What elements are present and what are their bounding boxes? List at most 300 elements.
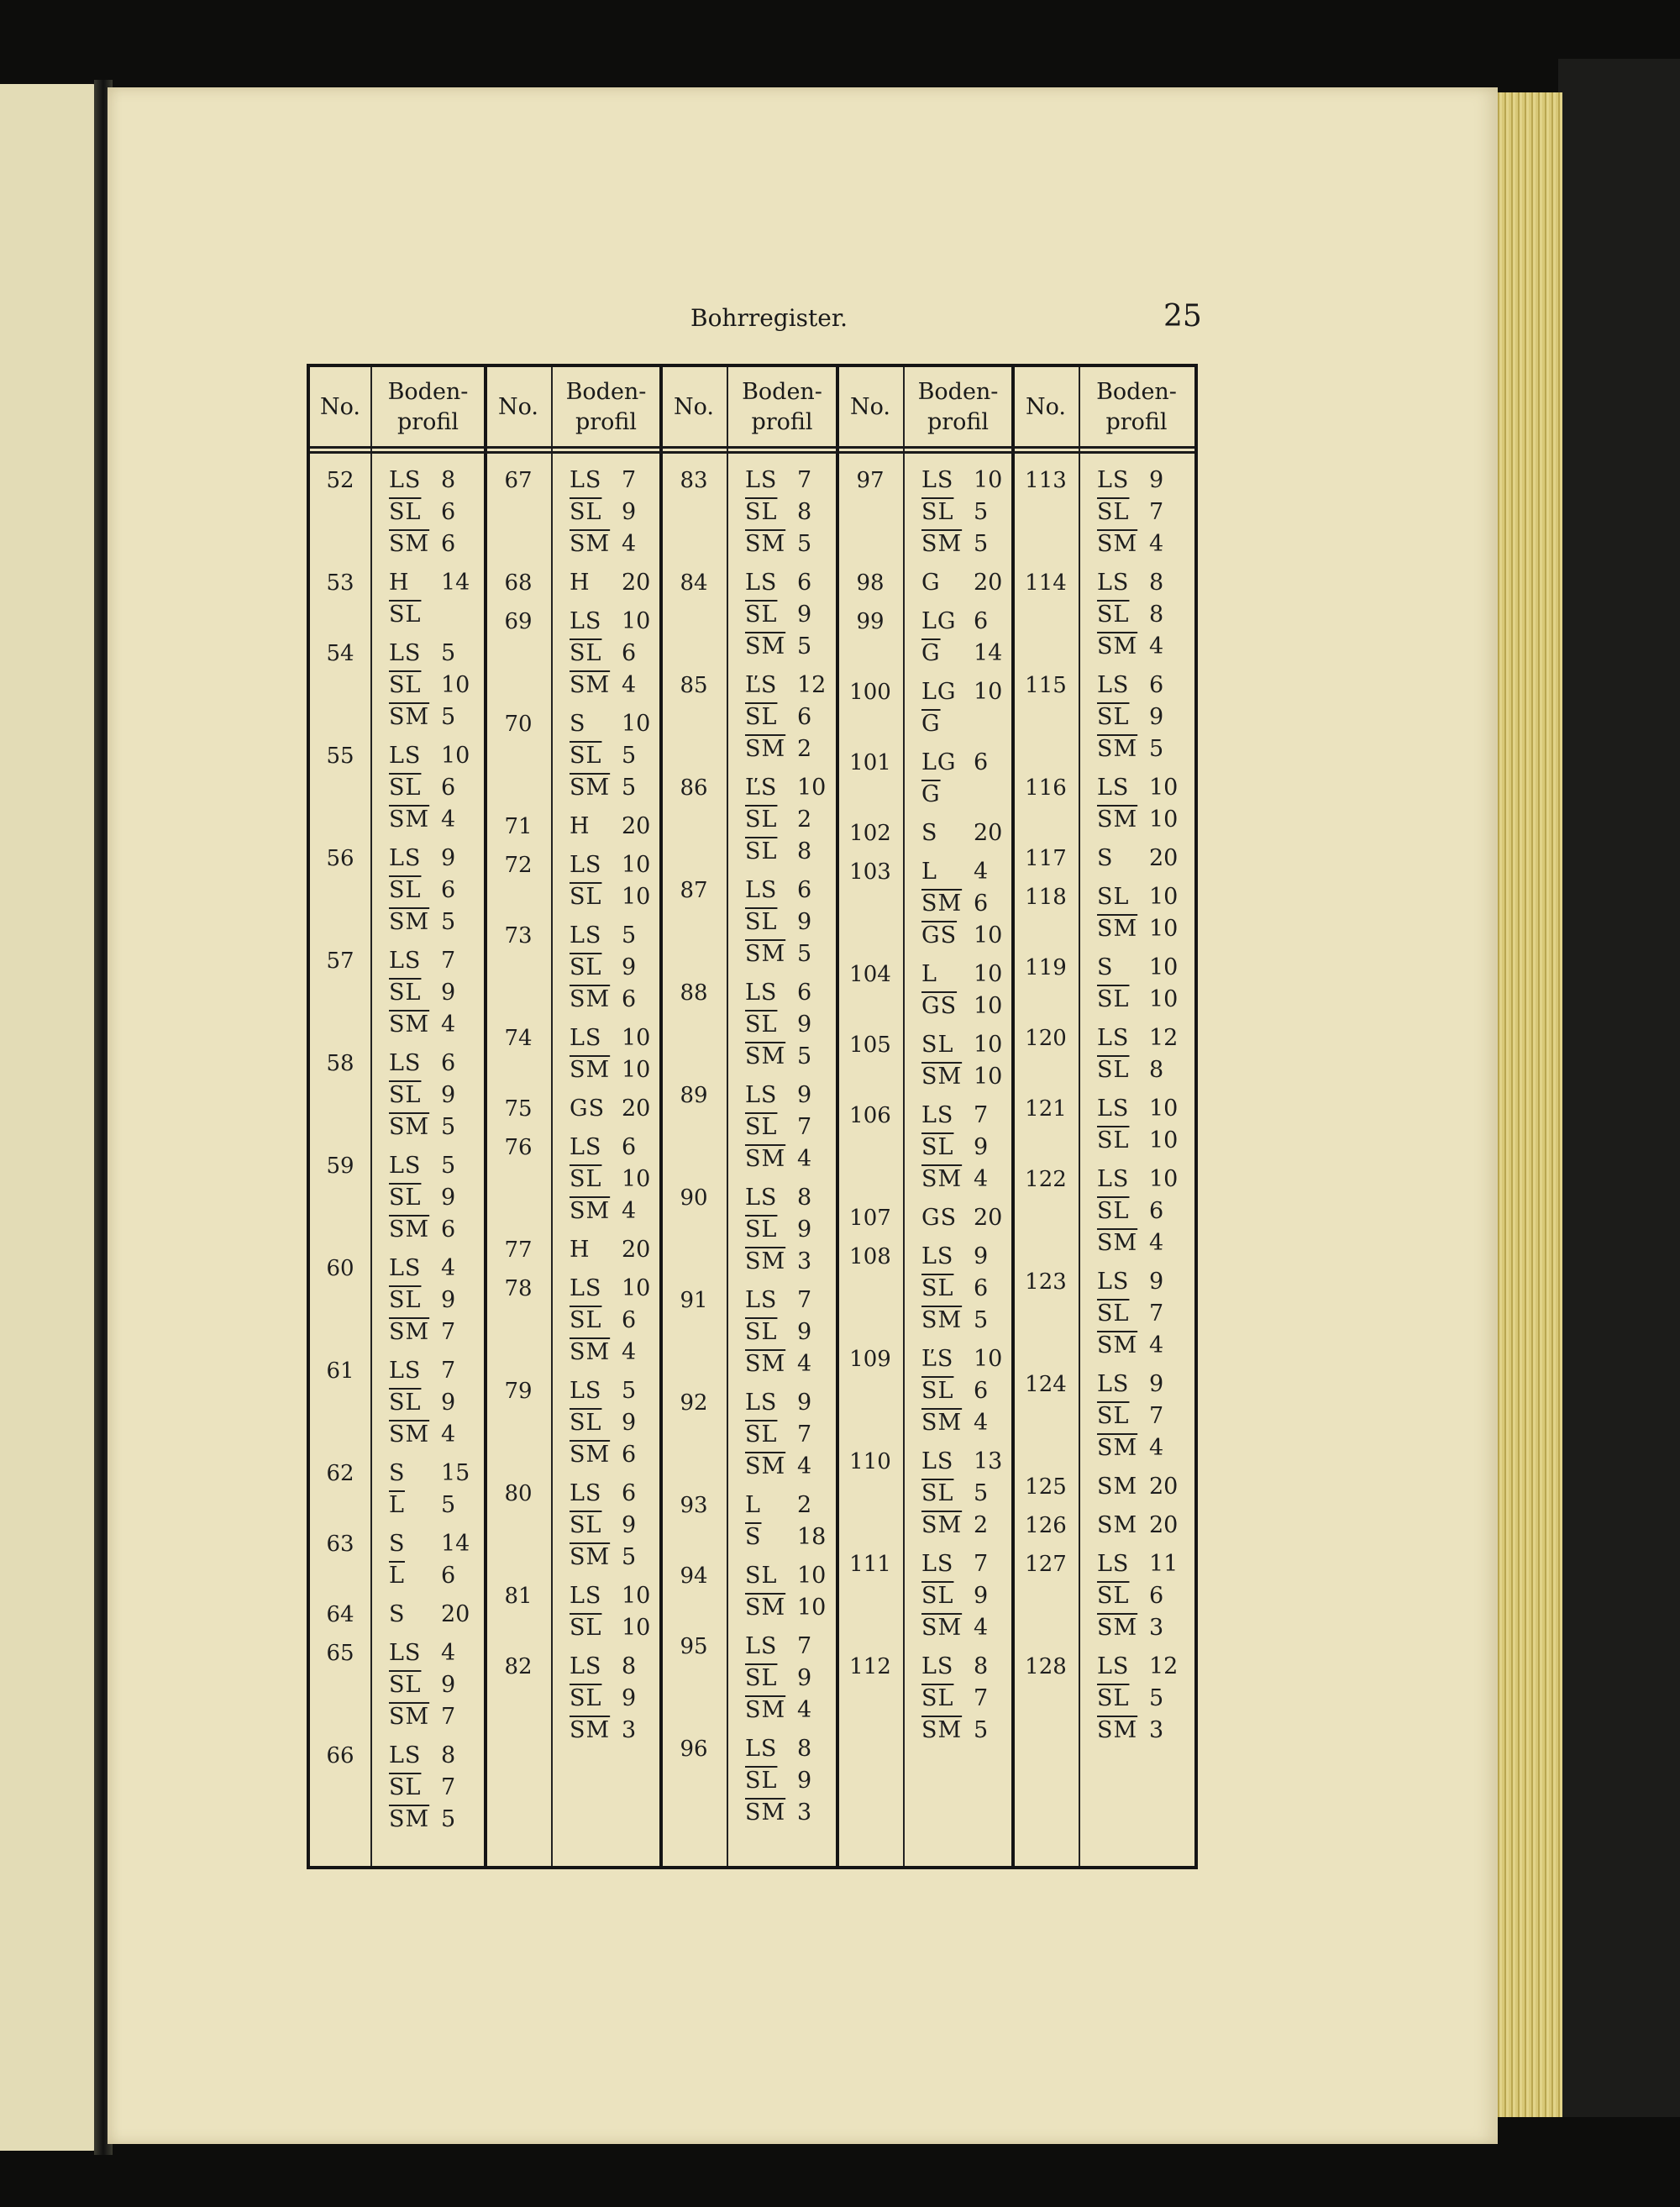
profile-line: [921, 1580, 1012, 1612]
soil-thickness: 9: [797, 1665, 812, 1691]
soil-code: $\overline{G}$: [921, 781, 941, 807]
soil-code: $\overline{SM}$: [921, 1717, 963, 1743]
profile-line: [921, 638, 1012, 670]
profile-line: [921, 856, 1012, 888]
soil-code: H: [389, 570, 410, 596]
column-rule: [1079, 367, 1080, 1866]
entry-number: 52: [326, 468, 354, 493]
soil-code: $\overline{SL}$: [745, 499, 778, 525]
soil-thickness: 8: [797, 499, 812, 525]
soil-thickness: 5: [974, 499, 989, 525]
soil-thickness: 10: [441, 672, 470, 698]
soil-code: $\overline{SL}$: [389, 1672, 422, 1698]
profile-line: [1097, 1369, 1188, 1400]
soil-code: $\overline{SM}$: [1097, 807, 1138, 833]
soil-thickness: 7: [441, 1774, 456, 1800]
soil-code: SL: [745, 1563, 778, 1589]
profile-line: [745, 1663, 836, 1695]
header-rule: [310, 451, 1194, 454]
soil-code: $\overline{SM}$: [389, 1012, 430, 1038]
soil-code: L: [745, 1492, 761, 1518]
soil-code: $\overline{SL}$: [389, 1185, 422, 1211]
profile-line: [1097, 1612, 1188, 1644]
soil-thickness: 8: [797, 838, 812, 864]
soil-code: $\overline{SM}$: [1097, 916, 1138, 942]
profile-line: [745, 1316, 836, 1348]
profile-line: [570, 1305, 660, 1337]
profile-line: [570, 881, 660, 913]
soil-code: LS: [745, 1185, 778, 1211]
profile-line: [1097, 1548, 1188, 1580]
soil-thickness: 6: [1149, 1583, 1164, 1609]
soil-thickness: 10: [441, 743, 470, 769]
soil-code: SL: [921, 1032, 954, 1058]
soil-code: LS: [1097, 1269, 1130, 1295]
soil-code: $\overline{SL}$: [389, 672, 422, 698]
soil-thickness: 9: [974, 1243, 989, 1269]
entry-number: 105: [849, 1033, 891, 1058]
profile-line: [389, 1150, 480, 1182]
soil-thickness: 3: [797, 1800, 812, 1826]
soil-code: H: [570, 813, 591, 839]
soil-thickness: 3: [1149, 1717, 1164, 1743]
soil-code: $\overline{SM}$: [389, 807, 430, 833]
soil-code: $\overline{SL}$: [570, 1166, 602, 1192]
entry-number: 118: [1025, 885, 1067, 910]
page-number: 25: [1163, 299, 1202, 334]
profile-line: [570, 849, 660, 881]
soil-thickness: 14: [441, 570, 470, 596]
soil-code: $\overline{SL}$: [745, 1114, 778, 1140]
soil-code: $\overline{SL}$: [745, 807, 778, 833]
soil-thickness: 10: [797, 1563, 827, 1589]
soil-thickness: 4: [622, 672, 637, 698]
soil-thickness: 5: [797, 633, 812, 659]
profile-line: [1097, 1330, 1188, 1362]
entry-number: 80: [504, 1481, 533, 1506]
soil-thickness: 7: [797, 1633, 812, 1659]
profile-line: [570, 952, 660, 984]
profile-line: [921, 1715, 1012, 1747]
profile-line: [389, 1009, 480, 1041]
profile-line: [570, 1510, 660, 1542]
profile-line: [745, 1521, 836, 1553]
soil-thickness: 9: [797, 1390, 812, 1416]
profile-line: [570, 528, 660, 560]
soil-thickness: 10: [622, 1615, 651, 1641]
profile-line: [921, 1241, 1012, 1273]
soil-code: $\overline{SM}$: [921, 1064, 963, 1090]
soil-thickness: 6: [622, 1307, 637, 1333]
entry-number: 117: [1025, 846, 1067, 871]
entry-number: 96: [680, 1737, 708, 1762]
soil-thickness: 8: [441, 1742, 456, 1768]
entry-number: 120: [1025, 1026, 1067, 1051]
profile-line: [921, 1305, 1012, 1337]
profile-line: [745, 1490, 836, 1521]
soil-code: $\overline{SL}$: [389, 1774, 422, 1800]
soil-code: $\overline{SL}$: [921, 1583, 954, 1609]
profile-line: [570, 920, 660, 952]
soil-code: $\overline{SL}$: [389, 980, 422, 1006]
entry-number: 97: [856, 468, 885, 493]
soil-thickness: 10: [1149, 884, 1179, 910]
soil-code: GS: [570, 1096, 606, 1122]
soil-code: $\overline{SL}$: [921, 1685, 954, 1711]
soil-code: $\overline{SM}$: [570, 1198, 611, 1224]
profile-line: [570, 1612, 660, 1644]
entry-number: 98: [856, 570, 885, 596]
profile-line: [1097, 772, 1188, 804]
profile-line: [745, 1560, 836, 1592]
profile-line: [1097, 1298, 1188, 1330]
profile-line: [1097, 804, 1188, 836]
soil-code: $\overline{SM}$: [1097, 1332, 1138, 1358]
soil-code: LG: [921, 749, 957, 775]
soil-code: LS: [1097, 1025, 1130, 1051]
soil-thickness: 5: [622, 1544, 637, 1570]
soil-thickness: 7: [797, 1114, 812, 1140]
soil-thickness: 20: [441, 1601, 470, 1627]
profile-line: [1097, 733, 1188, 765]
soil-code: LS: [745, 467, 778, 493]
soil-code: $\overline{SL}$: [745, 1421, 778, 1448]
soil-thickness: 4: [441, 1012, 456, 1038]
soil-code: $\overline{SL}$: [921, 499, 954, 525]
entry-number: 106: [849, 1103, 891, 1128]
profile-line: [1097, 702, 1188, 733]
profile-line: [745, 836, 836, 868]
profile-line: [921, 1478, 1012, 1510]
soil-code: $\overline{SL}$: [570, 640, 602, 666]
soil-code: $\overline{SL}$: [745, 1012, 778, 1038]
profile-line: [389, 702, 480, 733]
soil-thickness: 6: [441, 499, 456, 525]
soil-code: LS: [389, 845, 422, 871]
soil-code: $\overline{SL}$: [921, 1480, 954, 1506]
entry-number: 119: [1025, 955, 1067, 980]
profile-line: [745, 772, 836, 804]
soil-code: S: [1097, 954, 1114, 980]
profile-line: [570, 1478, 660, 1510]
soil-thickness: 14: [974, 640, 1003, 666]
soil-thickness: 10: [622, 1025, 651, 1051]
soil-code: S: [921, 820, 938, 846]
soil-code: $\overline{SL}$: [570, 1307, 602, 1333]
soil-thickness: 2: [797, 807, 812, 833]
soil-code: LS: [389, 1640, 422, 1666]
soil-thickness: 10: [974, 961, 1003, 987]
soil-thickness: 10: [974, 1032, 1003, 1058]
profile-line: [921, 708, 1012, 740]
soil-code: $\overline{G}$: [921, 711, 941, 737]
soil-thickness: 3: [622, 1717, 637, 1743]
entry-number: 123: [1025, 1269, 1067, 1295]
soil-code: $\overline{SM}$: [570, 986, 611, 1012]
entry-number: 94: [680, 1563, 708, 1589]
soil-thickness: 9: [797, 602, 812, 628]
profile-line: [389, 528, 480, 560]
profile-line: [921, 1164, 1012, 1195]
soil-thickness: 9: [622, 499, 637, 525]
soil-code: G: [921, 570, 941, 596]
soil-thickness: 7: [441, 1704, 456, 1730]
entry-number: 63: [326, 1532, 354, 1557]
soil-code: LG: [921, 608, 957, 634]
soil-code: S: [389, 1601, 406, 1627]
soil-thickness: 8: [1149, 1057, 1164, 1083]
soil-thickness: 6: [441, 1563, 456, 1589]
soil-thickness: 7: [622, 467, 637, 493]
entry-number: 55: [326, 744, 354, 769]
entry-number: 86: [680, 775, 708, 801]
soil-thickness: 10: [1149, 775, 1179, 801]
profile-line: [389, 772, 480, 804]
soil-code: $\overline{SM}$: [389, 1421, 430, 1448]
soil-code: LS: [921, 1243, 954, 1269]
profile-line: [745, 1733, 836, 1765]
profile-line: [389, 740, 480, 772]
profile-line: [1097, 631, 1188, 663]
entry-number: 73: [504, 923, 533, 948]
soil-code: $\overline{SL}$: [570, 743, 602, 769]
soil-thickness: 7: [797, 1421, 812, 1448]
soil-code: $\overline{SM}$: [389, 1216, 430, 1243]
soil-code: LS: [570, 1025, 602, 1051]
entry-number: 88: [680, 980, 708, 1006]
soil-code: $\overline{SL}$: [921, 1378, 954, 1404]
soil-code: LS: [389, 743, 422, 769]
soil-thickness: 5: [974, 1717, 989, 1743]
soil-thickness: 2: [974, 1512, 989, 1538]
profile-line: [1097, 1164, 1188, 1195]
profile-line: [1097, 913, 1188, 945]
soil-thickness: 10: [622, 1275, 651, 1301]
soil-thickness: 4: [1149, 1230, 1164, 1256]
profile-line: [745, 1285, 836, 1316]
profile-line: [389, 1111, 480, 1143]
soil-code: $\overline{SL}$: [389, 1287, 422, 1313]
soil-thickness: 9: [974, 1583, 989, 1609]
entry-number: 126: [1025, 1513, 1067, 1538]
entry-number: 66: [326, 1743, 354, 1768]
soil-thickness: 9: [622, 1512, 637, 1538]
profile-line: [570, 1337, 660, 1369]
profile-line: [745, 875, 836, 906]
soil-code: ĽS: [745, 775, 778, 801]
soil-code: LS: [921, 1102, 954, 1128]
profile-line: [745, 528, 836, 560]
soil-thickness: 6: [797, 704, 812, 730]
profile-line: [389, 1214, 480, 1246]
profile-line: [745, 906, 836, 938]
soil-thickness: 5: [797, 1043, 812, 1069]
entry-number: 110: [849, 1449, 891, 1474]
profile-line: [745, 1111, 836, 1143]
profile-line: [1097, 1715, 1188, 1747]
page-edges: [1495, 92, 1562, 2117]
soil-thickness: 14: [441, 1531, 470, 1557]
soil-thickness: 5: [441, 704, 456, 730]
soil-code: LS: [745, 980, 778, 1006]
soil-code: $\overline{SL}$: [1097, 1685, 1130, 1711]
profile-line: [921, 1132, 1012, 1164]
soil-code: $\overline{SL}$: [745, 1319, 778, 1345]
soil-thickness: 5: [441, 1806, 456, 1832]
profile-line: [570, 567, 660, 599]
profile-line: [389, 1458, 480, 1490]
soil-code: $\overline{SM}$: [570, 1057, 611, 1083]
entry-number: 102: [849, 821, 891, 846]
profile-line: [389, 1285, 480, 1316]
profile-line: [745, 1009, 836, 1041]
profile-line: [745, 497, 836, 528]
entry-number: 85: [680, 673, 708, 698]
soil-code: LS: [1097, 570, 1130, 596]
soil-code: LG: [921, 679, 957, 705]
profile-line: [745, 1348, 836, 1380]
profile-line: [389, 1355, 480, 1387]
profile-line: [745, 1695, 836, 1726]
entry-number: 112: [849, 1654, 891, 1679]
soil-thickness: 12: [1149, 1025, 1179, 1051]
profile-line: [389, 1701, 480, 1733]
soil-code: LS: [745, 1736, 778, 1762]
soil-thickness: 10: [622, 608, 651, 634]
soil-code: LS: [1097, 1653, 1130, 1679]
soil-code: $\overline{SM}$: [570, 672, 611, 698]
profile-line: [389, 977, 480, 1009]
profile-line: [921, 567, 1012, 599]
soil-thickness: 8: [797, 1736, 812, 1762]
soil-code: S: [389, 1460, 406, 1486]
profile-line: [745, 733, 836, 765]
soil-thickness: 9: [797, 909, 812, 935]
soil-thickness: 20: [1149, 845, 1179, 871]
entry-number: 65: [326, 1641, 354, 1666]
soil-code: SM: [1097, 1512, 1138, 1538]
soil-thickness: 9: [797, 1319, 812, 1345]
soil-code: $\overline{SL}$: [921, 1275, 954, 1301]
soil-thickness: 8: [622, 1653, 637, 1679]
soil-code: $\overline{SM}$: [389, 1704, 430, 1730]
soil-thickness: 10: [797, 775, 827, 801]
soil-thickness: 9: [1149, 1269, 1164, 1295]
soil-thickness: 20: [622, 1237, 651, 1263]
soil-code: $\overline{SL}$: [570, 954, 602, 980]
soil-code: $\overline{SM}$: [745, 736, 786, 762]
soil-thickness: 9: [797, 1082, 812, 1108]
soil-code: $\overline{SL}$: [745, 1216, 778, 1243]
soil-code: S: [570, 711, 586, 737]
soil-thickness: 9: [622, 1685, 637, 1711]
entry-number: 91: [680, 1288, 708, 1313]
soil-thickness: 8: [797, 1185, 812, 1211]
soil-thickness: 5: [441, 1114, 456, 1140]
soil-thickness: 9: [441, 1287, 456, 1313]
profile-line: [745, 1182, 836, 1214]
soil-code: LS: [1097, 1551, 1130, 1577]
profile-line: [389, 1182, 480, 1214]
profile-line: [921, 465, 1012, 497]
soil-code: LS: [1097, 467, 1130, 493]
soil-thickness: 5: [622, 1378, 637, 1404]
soil-thickness: 10: [1149, 954, 1179, 980]
profile-line: [745, 1387, 836, 1419]
soil-thickness: 5: [441, 1492, 456, 1518]
soil-thickness: 7: [441, 948, 456, 974]
profile-line: [1097, 843, 1188, 875]
profile-line: [570, 1132, 660, 1164]
left-page: [0, 84, 99, 2151]
soil-thickness: 8: [1149, 602, 1164, 628]
soil-code: $\overline{SM}$: [921, 891, 963, 917]
profile-line: [745, 465, 836, 497]
soil-code: $\overline{SM}$: [1097, 1717, 1138, 1743]
soil-code: $\overline{SL}$: [570, 1512, 602, 1538]
soil-code: $\overline{SM}$: [921, 1615, 963, 1641]
profile-line: [921, 1061, 1012, 1093]
soil-code: ĽS: [745, 672, 778, 698]
soil-code: $\overline{GS}$: [921, 993, 958, 1019]
soil-thickness: 4: [797, 1351, 812, 1377]
soil-code: GS: [921, 1205, 958, 1231]
soil-code: $\overline{SL}$: [745, 838, 778, 864]
soil-code: SM: [1097, 1474, 1138, 1500]
profile-line: [745, 1246, 836, 1278]
soil-thickness: 5: [441, 640, 456, 666]
soil-thickness: 4: [622, 1198, 637, 1224]
entry-number: 76: [504, 1135, 533, 1160]
soil-thickness: 9: [441, 1185, 456, 1211]
soil-thickness: 10: [1149, 916, 1179, 942]
soil-code: $\overline{SM}$: [570, 1339, 611, 1365]
profile-line: [745, 1451, 836, 1483]
profile-line: [921, 1100, 1012, 1132]
entry-number: 113: [1025, 468, 1067, 493]
soil-thickness: 6: [974, 1275, 989, 1301]
soil-code: $\overline{SL}$: [389, 877, 422, 903]
soil-thickness: 10: [974, 679, 1003, 705]
profile-line: [570, 740, 660, 772]
profile-line: [570, 1234, 660, 1266]
soil-thickness: 9: [622, 954, 637, 980]
profile-line: [570, 497, 660, 528]
soil-code: $\overline{L}$: [389, 1563, 405, 1589]
profile-line: [1097, 1400, 1188, 1432]
soil-code: $\overline{SM}$: [389, 531, 430, 557]
soil-code: $\overline{SL}$: [570, 1410, 602, 1436]
entry-number: 62: [326, 1461, 354, 1486]
profile-line: [1097, 1580, 1188, 1612]
soil-thickness: 5: [974, 1307, 989, 1333]
soil-thickness: 9: [622, 1410, 637, 1436]
soil-code: ĽS: [921, 1346, 954, 1372]
entry-number: 79: [504, 1379, 533, 1404]
soil-code: $\overline{SL}$: [1097, 1198, 1130, 1224]
entry-number: 75: [504, 1096, 533, 1122]
soil-thickness: 5: [974, 531, 989, 557]
profile-line: [389, 945, 480, 977]
soil-code: $\overline{SM}$: [1097, 1435, 1138, 1461]
column-rule: [903, 367, 905, 1866]
profile-line: [921, 747, 1012, 779]
soil-code: SL: [1097, 884, 1130, 910]
soil-code: $\overline{SM}$: [745, 1800, 786, 1826]
profile-line: [570, 1580, 660, 1612]
soil-thickness: 4: [1149, 633, 1164, 659]
soil-thickness: 20: [974, 1205, 1003, 1231]
